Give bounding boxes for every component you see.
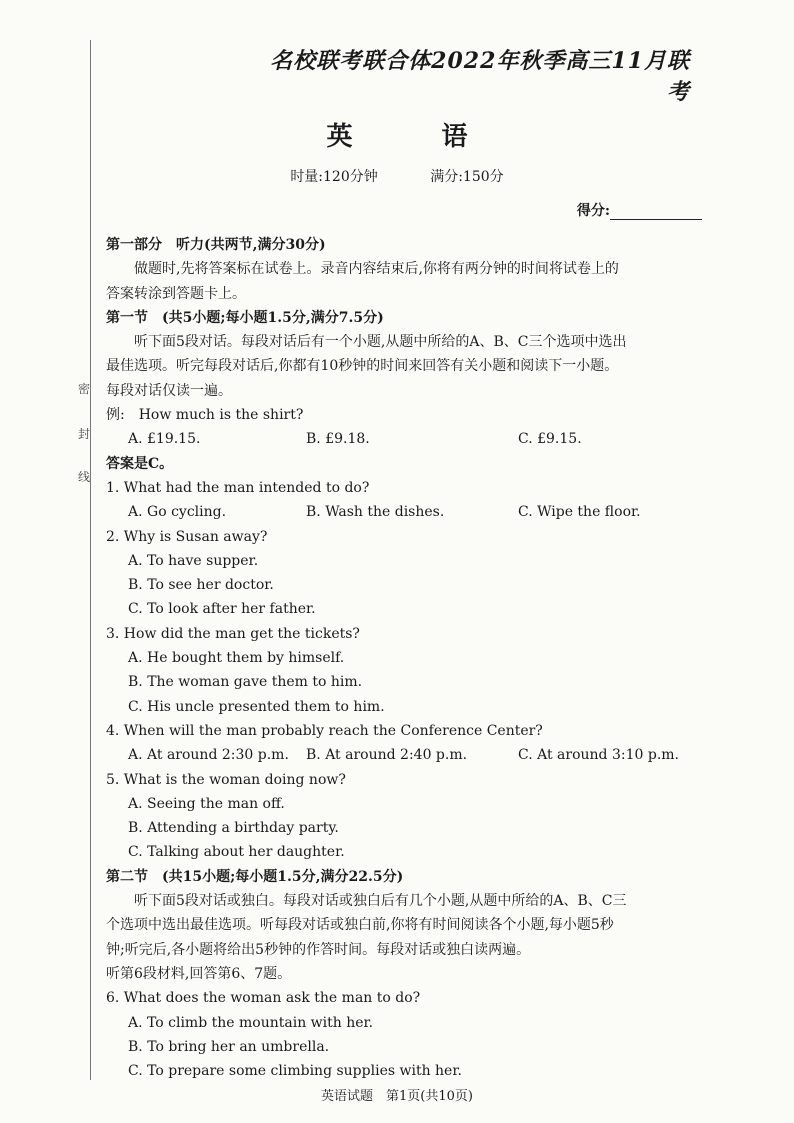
question-3: 3. How did the man get the tickets? xyxy=(106,625,360,642)
example-answer: 答案是C。 xyxy=(106,455,174,472)
score-label: 得分: xyxy=(576,203,610,219)
q3-option-a[interactable]: A. He bought them by himself. xyxy=(128,650,345,667)
q6-option-c[interactable]: C. To prepare some climbing supplies with her. xyxy=(128,1063,462,1080)
q5-option-c[interactable]: C. Talking about her daughter. xyxy=(128,844,345,861)
q1-option-c[interactable]: C. Wipe the floor. xyxy=(518,504,641,521)
example-question: 例: How much is the shirt? xyxy=(106,407,304,424)
q4-option-c[interactable]: C. At around 3:10 p.m. xyxy=(518,747,679,764)
margin-note-mi: 密 xyxy=(78,382,91,396)
section2-heading: 第二节 (共15小题;每小题1.5分,满分22.5分) xyxy=(106,868,404,885)
q6-option-a[interactable]: A. To climb the mountain with her. xyxy=(128,1014,374,1031)
q5-option-a[interactable]: A. Seeing the man off. xyxy=(128,795,285,812)
exam-content xyxy=(106,233,706,1083)
section2-instructions-line: 个选项中选出最佳选项。听每段对话或独白前,你将有时间阅读各个小题,每小题5秒 xyxy=(106,917,614,934)
binding-margin-line xyxy=(90,40,91,1080)
q5-option-b[interactable]: B. Attending a birthday party. xyxy=(128,820,339,837)
full-score: 满分:150分 xyxy=(430,169,504,185)
question-4: 4. When will the man probably reach the Conference Center? xyxy=(106,722,543,739)
time-limit: 时量:120分钟 xyxy=(290,169,378,185)
section1-instructions-line: 听下面5段对话。每段对话后有一个小题,从题中所给的A、B、C三个选项中选出 xyxy=(134,334,627,351)
example-option-b: B. £9.18. xyxy=(306,431,370,448)
section2-instructions-line: 听下面5段对话或独白。每段对话或独白后有几个小题,从题中所给的A、B、C三 xyxy=(134,893,627,910)
q4-option-b[interactable]: B. At around 2:40 p.m. xyxy=(306,747,468,764)
q1-option-a[interactable]: A. Go cycling. xyxy=(128,504,227,521)
q2-option-a[interactable]: A. To have supper. xyxy=(128,552,259,569)
q3-option-c[interactable]: C. His uncle presented them to him. xyxy=(128,698,385,715)
q6-option-b[interactable]: B. To bring her an umbrella. xyxy=(128,1038,330,1055)
section1-heading: 第一节 (共5小题;每小题1.5分,满分7.5分) xyxy=(106,309,384,326)
question-1-options xyxy=(106,500,706,524)
section1-instructions-line: 每段对话仅读一遍。 xyxy=(106,382,232,399)
section2-instructions-line: 钟;听完后,各小题将给出5秒钟的作答时间。每段对话或独白读两遍。 xyxy=(106,941,531,958)
exam-info xyxy=(0,166,794,186)
q4-option-a[interactable]: A. At around 2:30 p.m. xyxy=(128,747,289,764)
part1-instructions-line: 做题时,先将答案标在试卷上。录音内容结束后,你将有两分钟的时间将试卷上的 xyxy=(134,261,619,278)
q2-option-b[interactable]: B. To see her doctor. xyxy=(128,577,274,594)
part1-instructions-line: 答案转涂到答题卡上。 xyxy=(106,285,246,302)
question-2: 2. Why is Susan away? xyxy=(106,528,268,545)
question-5: 5. What is the woman doing now? xyxy=(106,771,346,788)
question-1: 1. What had the man intended to do? xyxy=(106,479,370,496)
material-note: 听第6段材料,回答第6、7题。 xyxy=(106,965,292,982)
score-blank[interactable] xyxy=(610,205,702,220)
q3-option-b[interactable]: B. The woman gave them to him. xyxy=(128,674,363,691)
question-6: 6. What does the woman ask the man to do? xyxy=(106,990,421,1007)
question-4-options xyxy=(106,743,706,767)
q2-option-c[interactable]: C. To look after her father. xyxy=(128,601,316,618)
example-option-c: C. £9.15. xyxy=(518,431,582,448)
section1-instructions-line: 最佳选项。听完每段对话后,你都有10秒钟的时间来回答有关小题和阅读下一小题。 xyxy=(106,358,619,375)
subject-title: 英 语 xyxy=(326,122,508,152)
score-field xyxy=(577,200,702,220)
example-option-a: A. £19.15. xyxy=(128,431,201,448)
q1-option-b[interactable]: B. Wash the dishes. xyxy=(306,504,445,521)
part1-heading: 第一部分 听力(共两节,满分30分) xyxy=(106,237,326,253)
example-options xyxy=(106,427,706,451)
margin-note-xian: 线 xyxy=(78,470,91,484)
page-footer: 英语试题 第1页(共10页) xyxy=(321,1089,473,1104)
exam-title: 名校联考联合体2022年秋季高三11月联考 xyxy=(270,48,690,105)
margin-note-feng: 封 xyxy=(78,427,91,441)
